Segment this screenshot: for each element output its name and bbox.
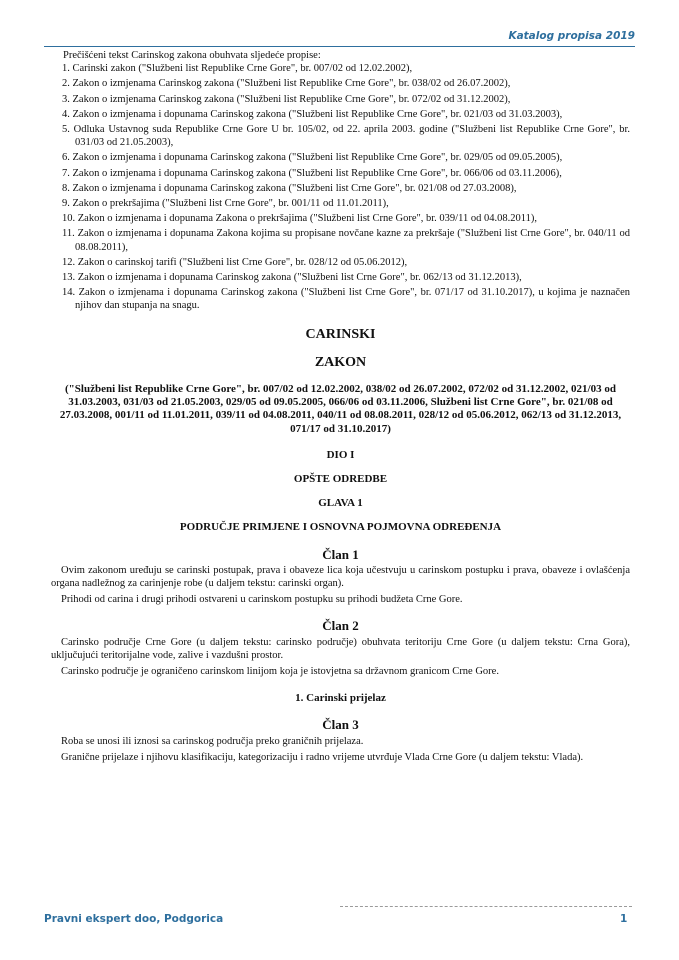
list-item: 1. Carinski zakon ("Službeni list Republike Crne Gore", br. 007/02 od 12.02.2002), [62, 63, 413, 75]
part-heading: DIO I [326, 448, 355, 461]
intro-text: Prečišćeni tekst Carinskog zakona obuhvata sljedeće propise: [63, 50, 321, 61]
article-2-paragraph: Carinsko područje je ograničeno carinskom linijom koja je istovjetna sa državnom granicom Crne Gore. [61, 666, 499, 678]
article-1-paragraph: Prihodi od carina i drugi prihodi ostvareni u carinskom postupku su prihodi budžeta Crne Gore. [61, 594, 463, 606]
list-item: 8. Zakon o izmjenama i dopunama Carinskog zakona ("Službeni list Crne Gore", br. 021/08 od 27.03.2008), [62, 182, 517, 194]
list-item: 13. Zakon o izmjenama i dopunama Carinskog zakona ("Službeni list Crne Gore", br. 062/13 od 31.12.2013), [62, 272, 522, 284]
page-number: 1 [620, 913, 628, 925]
law-title-sub: ZAKON [314, 354, 367, 370]
law-title: CARINSKI [305, 326, 376, 342]
list-item: 5. Odluka Ustavnog suda Republike Crne Gore U br. 105/02, od 22. aprila 2003. godine ("Službeni list Republike Crne Gore", br. 031/03 od 21.05.2003), [62, 124, 630, 149]
page-header [44, 30, 635, 44]
article-2-heading: Član 2 [322, 618, 359, 634]
section-heading: 1. Carinski prijelaz [295, 692, 386, 705]
part-title: OPŠTE ODREDBE [293, 473, 388, 486]
document-body [51, 49, 630, 767]
header-title: Katalog propisa 2019 [508, 30, 635, 42]
gazette-references: ("Službeni list Republike Crne Gore", br. 007/02 od 12.02.2002, 038/02 od 26.07.2002, 072/02 od 31.12.2002, 021/03 od 31.03.2003, 031/03 od 21.05.2003, 029/05 od 09.05.2005, 066/06 od 03.11.2006, Službeni list Crne Gore", br. 021/08 od 27.03.2008, 001/11 od 11.01.2011, 039/11 od 04.08.2011, 040/11 od 08.08.2011, 028/12 od 05.06.2012, 062/13 od 31.12.2013, 071/17 od 31.10.2017) [59, 382, 622, 435]
list-item: 11. Zakon o izmjenama i dopunama Zakona kojima su propisane novčane kazne za prekršaje ("Službeni list Crne Gore", br. 040/11 od 08.08.2011), [62, 228, 630, 253]
list-item: 9. Zakon o prekršajima ("Službeni list Crne Gore", br. 001/11 od 11.01.2011), [62, 198, 389, 210]
list-item: 6. Zakon o izmjenama i dopunama Carinskog zakona ("Službeni list Republike Crne Gore", br. 029/05 od 09.05.2005), [62, 152, 563, 164]
chapter-title: PODRUČJE PRIMJENE I OSNOVNA POJMOVNA ODREĐENJA [179, 521, 502, 534]
list-item: 2. Zakon o izmjenama Carinskog zakona ("Službeni list Republike Crne Gore", br. 038/02 od 26.07.2002), [62, 78, 511, 90]
header-rule [44, 46, 635, 47]
footer-publisher: Pravni ekspert doo, Podgorica [44, 913, 224, 925]
chapter-heading: GLAVA 1 [318, 497, 363, 510]
article-1-heading: Član 1 [322, 546, 359, 562]
list-item: 14. Zakon o izmjenama i dopunama Carinskog zakona ("Službeni list Crne Gore", br. 071/17 od 31.10.2017), u kojima je naznačen njihov dan stupanja na snagu. [62, 287, 630, 312]
article-1-paragraph: Ovim zakonom uređuju se carinski postupak, prava i obaveze lica koja učestvuju u carinskom postupku i prava, obaveze i ovlašćenja organa nadležnog za carinjenje robe (u daljem tekstu: carinski organ). [51, 564, 630, 590]
article-3-heading: Član 3 [322, 717, 359, 733]
article-2-paragraph: Carinsko područje Crne Gore (u daljem tekstu: carinsko područje) obuhvata teritoriju Crne Gore (u daljem tekstu: Crna Gora), uključujući teritorijalne vode, zalive i vazdušni prostor. [51, 636, 630, 661]
regulation-list [51, 62, 630, 312]
list-item: 10. Zakon o izmjenama i dopunama Zakona o prekršajima ("Službeni list Crne Gore", br. 039/11 od 04.08.2011), [62, 213, 537, 225]
list-item: 3. Zakon o izmjenama Carinskog zakona ("Službeni list Republike Crne Gore", br. 072/02 od 31.12.2002), [62, 93, 511, 105]
footer-rule [340, 906, 632, 907]
list-item: 7. Zakon o izmjenama i dopunama Carinskog zakona ("Službeni list Republike Crne Gore", br. 066/06 od 03.11.2006), [62, 167, 562, 179]
list-item: 4. Zakon o izmjenama i dopunama Carinskog zakona ("Službeni list Republike Crne Gore", br. 021/03 od 31.03.2003), [62, 108, 563, 120]
article-3-paragraph: Granične prijelaze i njihovu klasifikaciju, kategorizaciju i radno vrijeme utvrđuje Vlada Crne Gore (u daljem tekstu: Vlada). [61, 751, 584, 763]
article-3-paragraph: Roba se unosi ili iznosi sa carinskog područja preko graničnih prijelaza. [61, 735, 364, 747]
list-item: 12. Zakon o carinskoj tarifi ("Službeni list Crne Gore", br. 028/12 od 05.06.2012), [62, 256, 408, 268]
